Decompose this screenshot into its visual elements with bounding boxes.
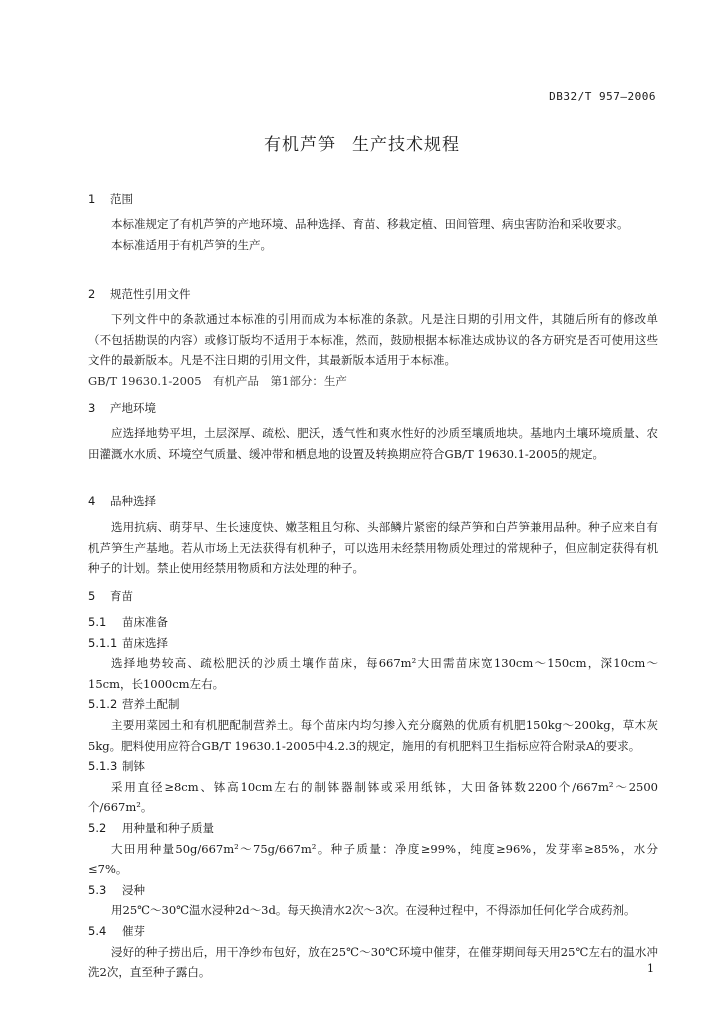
section-heading: 4 品种选择 — [88, 494, 156, 508]
subsection-heading: 5.3 浸种 — [88, 882, 145, 897]
section-2-body — [88, 309, 658, 391]
section-4 — [88, 491, 658, 512]
section-5 — [88, 586, 658, 607]
section-1 — [88, 189, 658, 210]
subsection-heading: 5.1.3 制钵 — [88, 759, 145, 774]
page-number: 1 — [647, 962, 654, 975]
section-heading: 5 育苗 — [88, 589, 133, 603]
paragraph: 应选择地势平坦，土层深厚、疏松、肥沃，透气性和爽水性好的沙质至壤质地块。基地内土壤环境质量、农田灌溉水水质、环境空气质量、缓冲带和栖息地的设置及转换期应符合GB/T 19630.1-2005的规定。 — [88, 426, 658, 461]
paragraph: 采用直径≥8cm、钵高10cm左右的制钵器制钵或采用纸钵，大田备钵数2200个/667m²～2500个/667m²。 — [88, 779, 658, 815]
normative-reference: GB/T 19630.1-2005 有机产品 第1部分：生产 — [88, 373, 347, 388]
title-part-2: 生产技术规程 — [352, 135, 460, 155]
title-part-1: 有机芦笋 — [264, 135, 336, 155]
paragraph: 浸好的种子捞出后，用干净纱布包好，放在25℃～30℃环境中催芽，在催芽期间每天用25℃左右的温水冲洗2次，直至种子露白。 — [88, 944, 658, 980]
document-title — [0, 130, 724, 155]
section-heading: 3 产地环境 — [88, 401, 156, 415]
section-3 — [88, 398, 658, 419]
section-heading: 1 范围 — [88, 192, 133, 206]
paragraph: 主要用菜园土和有机肥配制营养土。每个苗床内均匀掺入充分腐熟的优质有机肥150kg～200kg，草木灰5kg。肥料使用应符合GB/T 19630.1-2005中4.2.3的规定，施用的有机肥料卫生指标应符合附录A的要求。 — [88, 717, 658, 753]
subsection-heading: 5.1.1 苗床选择 — [88, 635, 168, 650]
section-3-body — [88, 423, 658, 464]
subsection-heading: 5.4 催芽 — [88, 923, 145, 938]
subsection-heading: 5.1 苗床准备 — [88, 615, 168, 629]
paragraph: 用25℃～30℃温水浸种2d～3d。每天换清水2次～3次。在浸种过程中，不得添加任何化学合成药剂。 — [111, 903, 636, 918]
section-2 — [88, 284, 658, 305]
paragraph: 大田用种量50g/667m²～75g/667m²。种子质量：净度≥99%，纯度≥96%，发芽率≥85%，水分≤7%。 — [88, 841, 658, 877]
subsection-heading: 5.2 用种量和种子质量 — [88, 820, 214, 835]
paragraph: 本标准适用于有机芦笋的生产。 — [111, 237, 272, 252]
paragraph: 选择地势较高、疏松肥沃的沙质土壤作苗床，每667m²大田需苗床宽130cm～150cm，深10cm～15cm，长1000cm左右。 — [88, 656, 658, 691]
subsection-5-1 — [88, 612, 658, 983]
paragraph: 下列文件中的条款通过本标准的引用而成为本标准的条款。凡是注日期的引用文件，其随后所有的修改单（不包括勘误的内容）或修订版均不适用于本标准，然而，鼓励根据本标准达成协议的各方研究是否可使用这些文件的最新版本。凡是不注日期的引用文件，其最新版本适用于本标准。 — [88, 312, 658, 368]
section-1-body — [88, 214, 658, 255]
paragraph: 选用抗病、萌芽早、生长速度快、嫩茎粗且匀称、头部鳞片紧密的绿芦笋和白芦笋兼用品种。种子应来自有机芦笋生产基地。若从市场上无法获得有机种子，可以选用未经禁用物质处理过的常规种子，但应制定获得有机种子的计划。禁止使用经禁用物质和方法处理的种子。 — [88, 520, 658, 576]
section-heading: 2 规范性引用文件 — [88, 287, 191, 301]
subsection-heading: 5.1.2 营养土配制 — [88, 697, 180, 712]
standard-number: DB32/T 957—2006 — [549, 90, 656, 103]
paragraph: 本标准规定了有机芦笋的产地环境、品种选择、育苗、移栽定植、田间管理、病虫害防治和采收要求。 — [111, 217, 629, 231]
section-4-body — [88, 517, 658, 579]
